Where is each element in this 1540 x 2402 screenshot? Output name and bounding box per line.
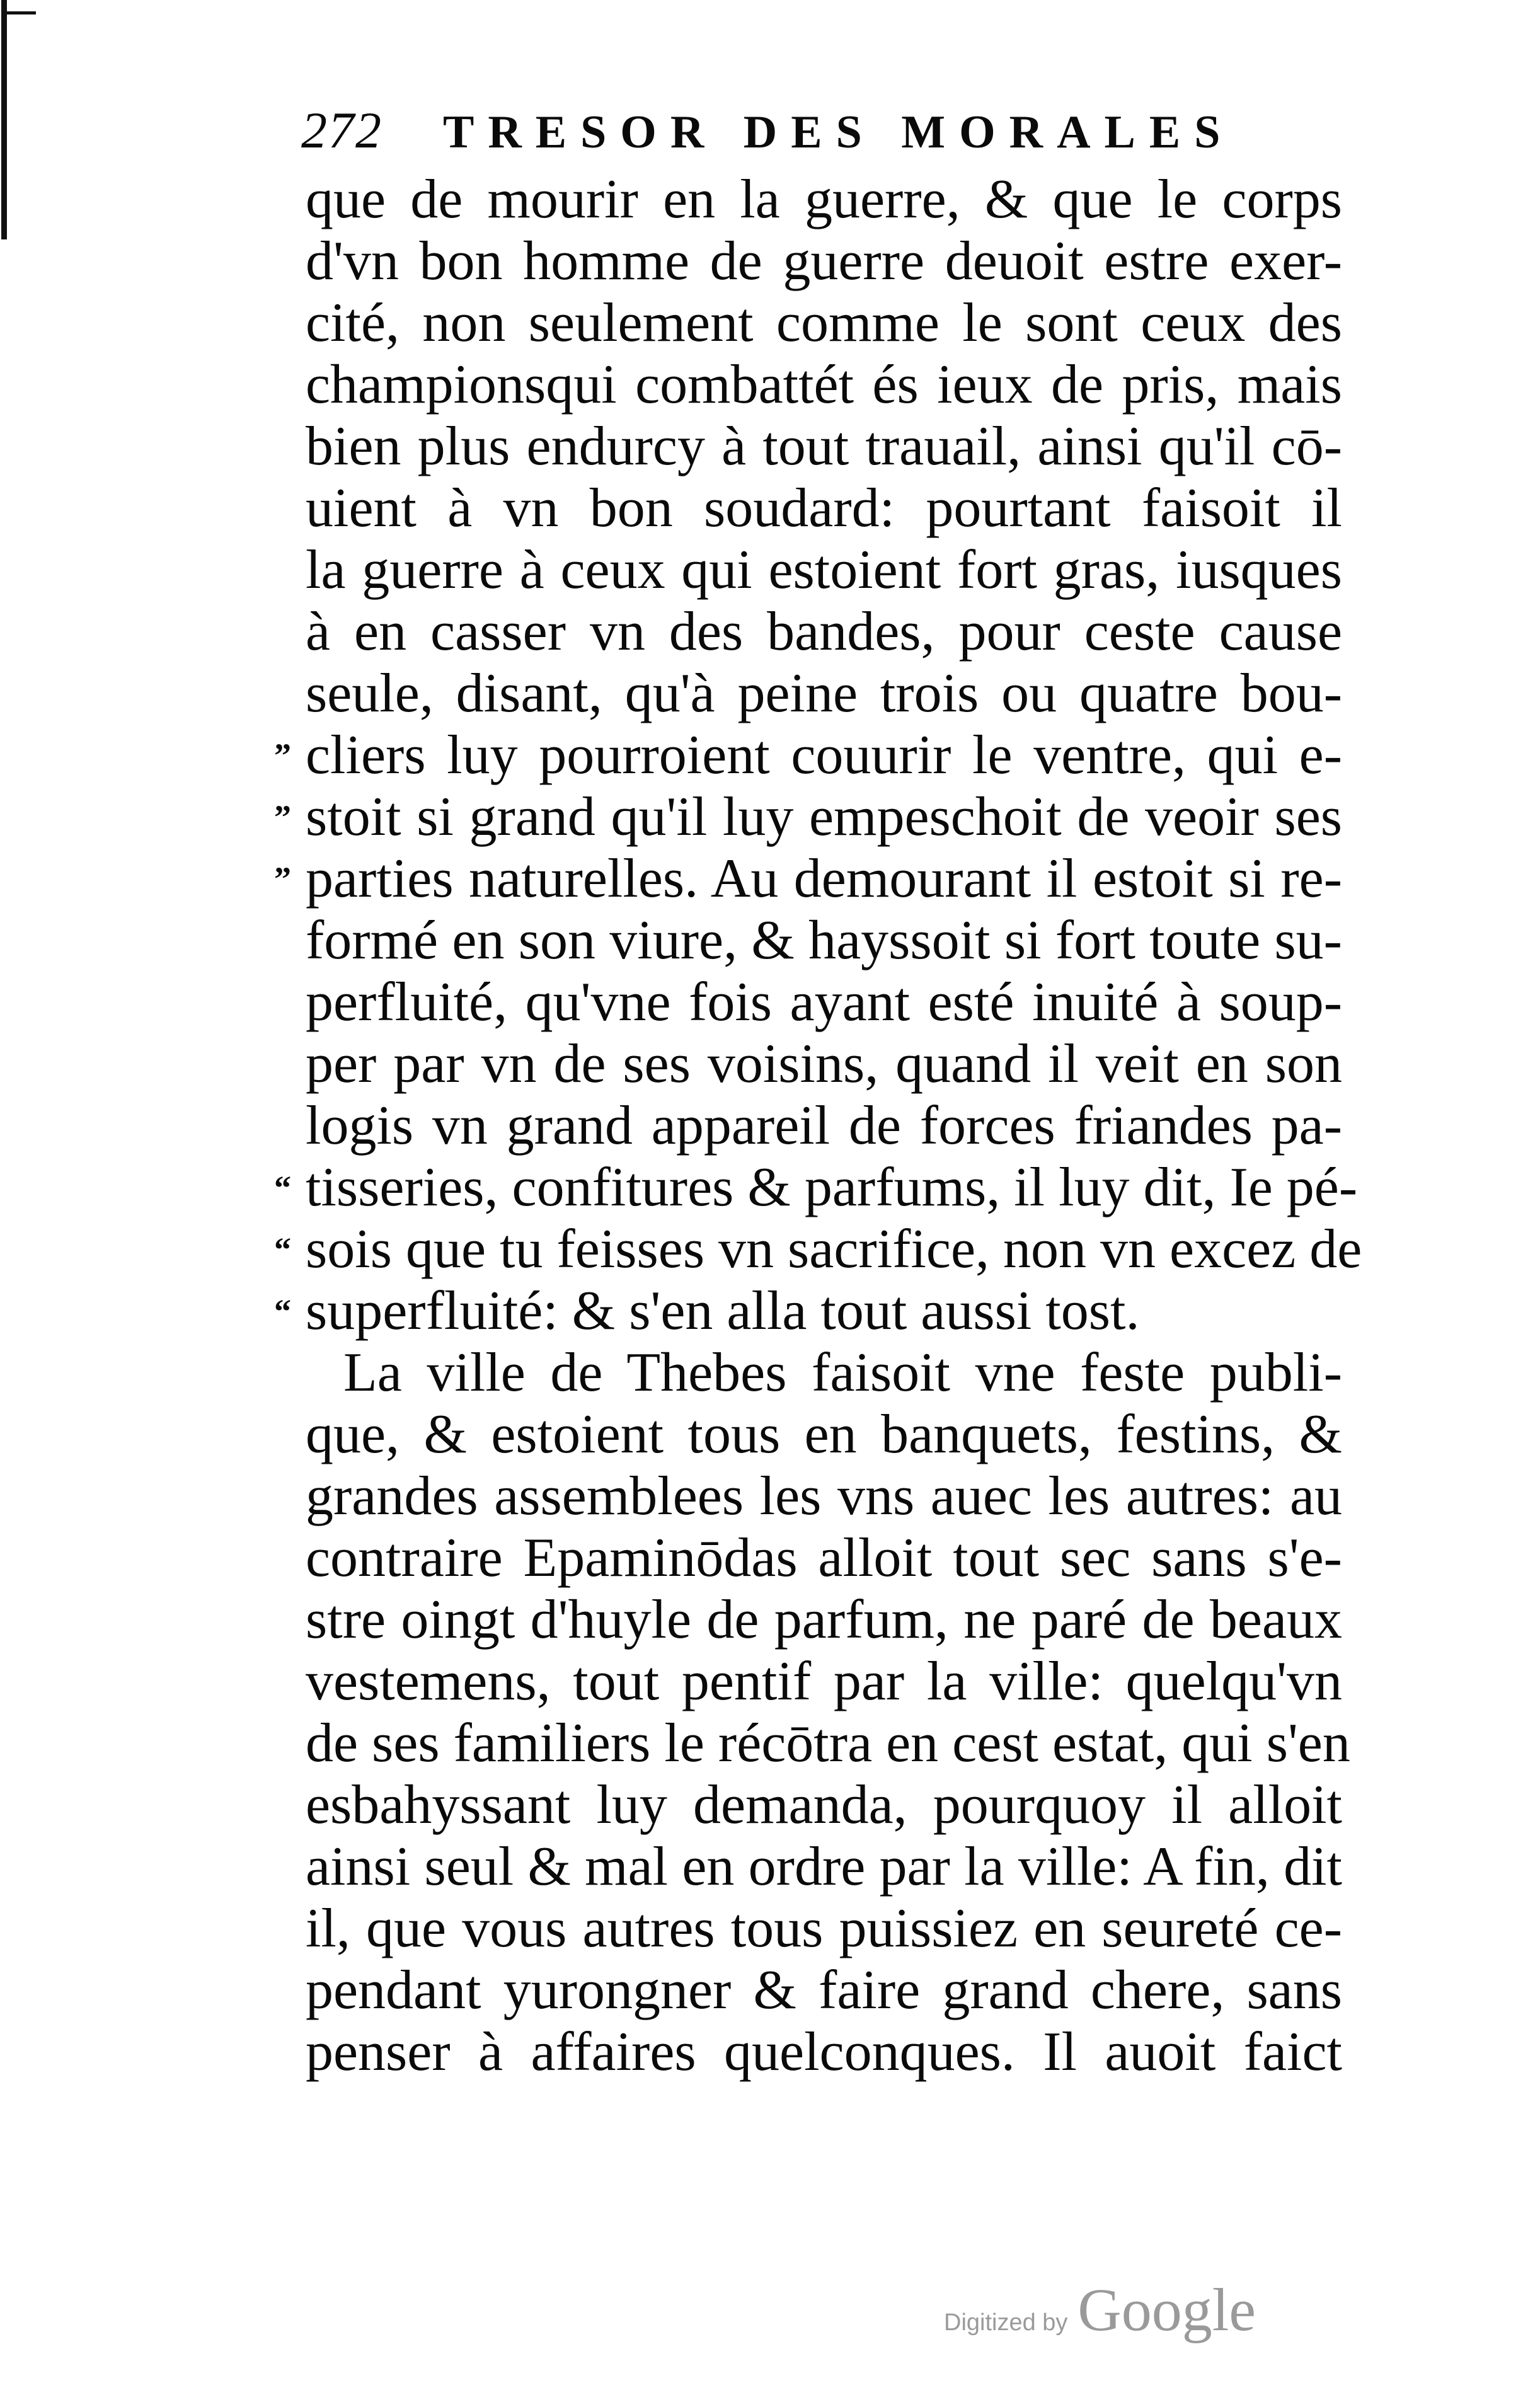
text-line-27: esbahyssant luy demanda, pourquoy il alloit xyxy=(306,1774,1342,1836)
text-line-6: uient à vn bon soudard: pourtant faisoit il xyxy=(306,478,1342,539)
watermark-prefix: Digitized by xyxy=(944,2309,1068,2336)
quote-marker-opening: “ xyxy=(274,1292,291,1330)
running-head xyxy=(301,101,1284,170)
quote-marker-opening: “ xyxy=(274,1169,291,1207)
text-line-26: de ses familiers le récōtra en cest estat, qui s'en xyxy=(306,1713,1350,1774)
text-line-18: sois que tu feisses vn sacrifice, non vn excez de xyxy=(306,1219,1362,1280)
text-line-24: stre oingt d'huyle de parfum, ne paré de beaux xyxy=(306,1589,1342,1650)
text-line-2: d'vn bon homme de guerre deuoit estre exer- xyxy=(306,231,1342,292)
text-line-13: formé en son viure, & hayssoit si fort toute su- xyxy=(306,910,1342,971)
text-line-14: perfluité, qu'vne fois ayant esté inuité à soup- xyxy=(306,972,1342,1033)
text-line-16: logis vn grand appareil de forces friandes pa- xyxy=(306,1095,1342,1156)
text-line-25: vestemens, tout pentif par la ville: quelqu'vn xyxy=(306,1651,1342,1712)
quote-marker-closing: ” xyxy=(274,737,291,774)
text-line-21: que, & estoient tous en banquets, festins, & xyxy=(306,1404,1342,1465)
text-line-9: seule, disant, qu'à peine trois ou quatre bou- xyxy=(306,663,1342,724)
text-line-11: stoit si grand qu'il luy empeschoit de veoir ses xyxy=(306,786,1342,848)
text-line-22: grandes assemblees les vns auec les autres: au xyxy=(306,1466,1342,1527)
text-line-12: parties naturelles. Au demourant il estoit si re- xyxy=(306,848,1342,909)
text-line-1: que de mourir en la guerre, & que le corps xyxy=(306,169,1342,230)
running-title: TRESOR DES MORALES xyxy=(443,106,1234,158)
text-line-7: la guerre à ceux qui estoient fort gras, iusques xyxy=(306,539,1342,600)
text-line-28: ainsi seul & mal en ordre par la ville: A fin, dit xyxy=(306,1836,1342,1897)
page-edge-tick xyxy=(7,11,36,14)
text-line-17: tisseries, confitures & parfums, il luy dit, Ie pé- xyxy=(306,1157,1358,1218)
text-line-29: il, que vous autres tous puissiez en seureté ce- xyxy=(306,1898,1342,1959)
text-line-19: superfluité: & s'en alla tout aussi tost. xyxy=(306,1280,1140,1342)
text-line-20: La ville de Thebes faisoit vne feste publi- xyxy=(343,1342,1342,1403)
text-line-10: cliers luy pourroient couurir le ventre, qui e- xyxy=(306,725,1342,786)
text-line-31: penser à affaires quelconques. Il auoit faict xyxy=(306,2021,1342,2083)
page-number: 272 xyxy=(301,101,382,159)
text-line-8: à en casser vn des bandes, pour ceste cause xyxy=(306,601,1342,662)
text-line-3: cité, non seulement comme le sont ceux des xyxy=(306,292,1342,353)
page-edge-rule xyxy=(1,0,7,239)
quote-marker-closing: ” xyxy=(274,860,291,898)
digitization-watermark xyxy=(944,2275,1398,2344)
quote-marker-opening: “ xyxy=(274,1231,291,1268)
text-line-23: contraire Epaminōdas alloit tout sec sans s'e- xyxy=(306,1527,1342,1589)
quote-marker-closing: ” xyxy=(274,798,291,836)
text-line-30: pendant yurongner & faire grand chere, sans xyxy=(306,1960,1342,2021)
text-line-4: championsqui combattét és ieux de pris, mais xyxy=(306,354,1342,415)
text-line-5: bien plus endurcy à tout trauail, ainsi qu'il cō- xyxy=(306,416,1342,477)
watermark-brand: Google xyxy=(1077,2276,1256,2343)
text-line-15: per par vn de ses voisins, quand il veit en son xyxy=(306,1033,1342,1095)
